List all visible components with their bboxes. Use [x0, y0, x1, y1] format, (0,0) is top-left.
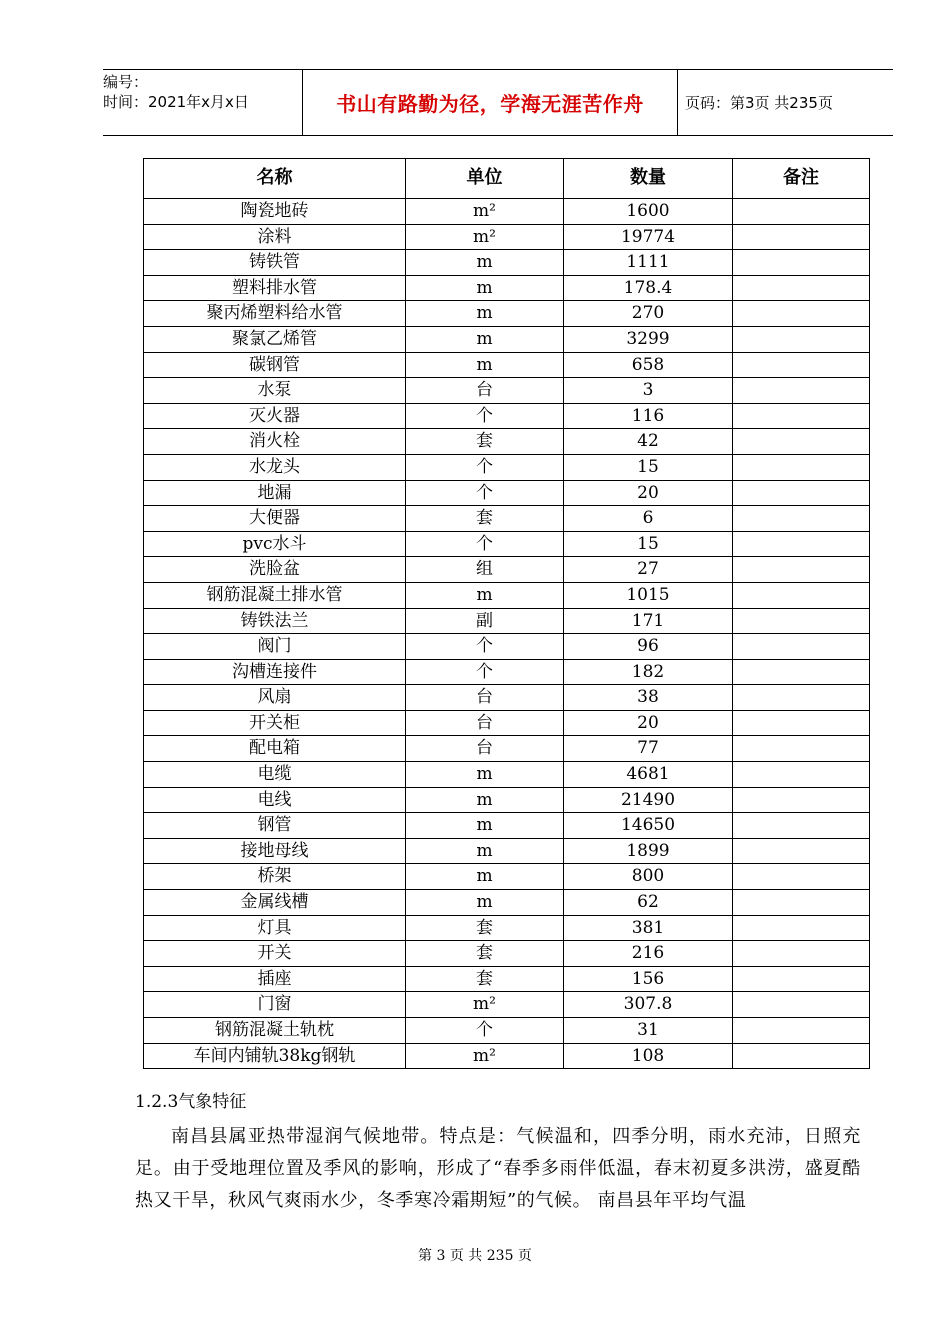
table-row: [144, 199, 870, 225]
cell-unit: 套: [406, 506, 564, 532]
cell-name: 阀门: [144, 634, 406, 660]
table-row: [144, 1043, 870, 1069]
cell-unit: 套: [406, 915, 564, 941]
cell-unit: m: [406, 301, 564, 327]
table-row: [144, 480, 870, 506]
cell-unit: 台: [406, 685, 564, 711]
cell-name: 涂料: [144, 224, 406, 250]
cell-quantity: 77: [564, 736, 733, 762]
cell-name: 接地母线: [144, 838, 406, 864]
cell-remark: [733, 941, 870, 967]
cell-quantity: 108: [564, 1043, 733, 1069]
cell-name: 聚丙烯塑料给水管: [144, 301, 406, 327]
table-row: [144, 710, 870, 736]
cell-remark: [733, 813, 870, 839]
cell-name: 铸铁法兰: [144, 608, 406, 634]
table-row: [144, 736, 870, 762]
cell-unit: 台: [406, 378, 564, 404]
cell-unit: 组: [406, 557, 564, 583]
cell-unit: m: [406, 352, 564, 378]
cell-name: 钢筋混凝土轨枕: [144, 1018, 406, 1044]
cell-quantity: 171: [564, 608, 733, 634]
cell-name: 消火栓: [144, 429, 406, 455]
table-row: [144, 454, 870, 480]
cell-quantity: 1600: [564, 199, 733, 225]
cell-unit: m: [406, 864, 564, 890]
cell-remark: [733, 966, 870, 992]
cell-name: 塑料排水管: [144, 275, 406, 301]
table-row: [144, 915, 870, 941]
quantity-table: [143, 158, 870, 1069]
cell-unit: 个: [406, 634, 564, 660]
table-row: [144, 352, 870, 378]
cell-unit: m: [406, 582, 564, 608]
cell-remark: [733, 659, 870, 685]
cell-quantity: 15: [564, 531, 733, 557]
cell-quantity: 21490: [564, 787, 733, 813]
header-page-cell: [678, 70, 893, 135]
cell-remark: [733, 634, 870, 660]
cell-name: 大便器: [144, 506, 406, 532]
cell-remark: [733, 480, 870, 506]
cell-quantity: 27: [564, 557, 733, 583]
table-row: [144, 838, 870, 864]
cell-name: 门窗: [144, 992, 406, 1018]
cell-unit: 个: [406, 659, 564, 685]
cell-remark: [733, 685, 870, 711]
cell-unit: 个: [406, 454, 564, 480]
cell-name: 开关: [144, 941, 406, 967]
cell-remark: [733, 224, 870, 250]
cell-unit: m: [406, 813, 564, 839]
cell-name: 开关柜: [144, 710, 406, 736]
table-row: [144, 1018, 870, 1044]
cell-quantity: 20: [564, 710, 733, 736]
cell-quantity: 1111: [564, 250, 733, 276]
cell-remark: [733, 326, 870, 352]
cell-name: 水龙头: [144, 454, 406, 480]
table-row: [144, 275, 870, 301]
cell-quantity: 4681: [564, 762, 733, 788]
cell-quantity: 1015: [564, 582, 733, 608]
table-row: [144, 685, 870, 711]
cell-quantity: 38: [564, 685, 733, 711]
table-row: [144, 326, 870, 352]
cell-name: 灭火器: [144, 403, 406, 429]
page-footer: 第 3 页 共 235 页: [418, 1248, 532, 1264]
cell-quantity: 381: [564, 915, 733, 941]
header-quantity: 数量: [564, 159, 733, 199]
cell-remark: [733, 199, 870, 225]
table-row: [144, 608, 870, 634]
cell-remark: [733, 301, 870, 327]
cell-remark: [733, 557, 870, 583]
cell-name: 聚氯乙烯管: [144, 326, 406, 352]
cell-name: 铸铁管: [144, 250, 406, 276]
table-header-row: [144, 159, 870, 199]
table-row: [144, 992, 870, 1018]
table-row: [144, 941, 870, 967]
table-row: [144, 659, 870, 685]
page-header: [103, 69, 893, 136]
cell-remark: [733, 352, 870, 378]
section-title: 1.2.3气象特征: [135, 1092, 247, 1112]
cell-remark: [733, 890, 870, 916]
cell-unit: m: [406, 890, 564, 916]
cell-quantity: 31: [564, 1018, 733, 1044]
table-row: [144, 429, 870, 455]
cell-name: 灯具: [144, 915, 406, 941]
cell-remark: [733, 275, 870, 301]
cell-quantity: 658: [564, 352, 733, 378]
cell-quantity: 19774: [564, 224, 733, 250]
cell-quantity: 270: [564, 301, 733, 327]
cell-unit: m²: [406, 224, 564, 250]
cell-quantity: 178.4: [564, 275, 733, 301]
cell-unit: m: [406, 326, 564, 352]
cell-remark: [733, 787, 870, 813]
cell-unit: 副: [406, 608, 564, 634]
table-row: [144, 966, 870, 992]
cell-quantity: 116: [564, 403, 733, 429]
cell-name: 电线: [144, 787, 406, 813]
page-info: 页码：第3页 共235页: [685, 93, 833, 112]
cell-unit: 个: [406, 531, 564, 557]
cell-quantity: 1899: [564, 838, 733, 864]
cell-name: 陶瓷地砖: [144, 199, 406, 225]
table-row: [144, 301, 870, 327]
cell-name: 配电箱: [144, 736, 406, 762]
cell-quantity: 96: [564, 634, 733, 660]
cell-remark: [733, 582, 870, 608]
cell-name: 插座: [144, 966, 406, 992]
cell-quantity: 20: [564, 480, 733, 506]
cell-unit: 个: [406, 480, 564, 506]
cell-name: 沟槽连接件: [144, 659, 406, 685]
cell-quantity: 800: [564, 864, 733, 890]
cell-unit: 台: [406, 736, 564, 762]
cell-remark: [733, 1043, 870, 1069]
cell-remark: [733, 454, 870, 480]
table-row: [144, 787, 870, 813]
cell-unit: m: [406, 838, 564, 864]
cell-unit: 套: [406, 941, 564, 967]
cell-name: pvc水斗: [144, 531, 406, 557]
table-row: [144, 378, 870, 404]
cell-quantity: 15: [564, 454, 733, 480]
cell-quantity: 216: [564, 941, 733, 967]
cell-remark: [733, 762, 870, 788]
cell-remark: [733, 1018, 870, 1044]
cell-name: 碳钢管: [144, 352, 406, 378]
table-row: [144, 634, 870, 660]
header-remark: 备注: [733, 159, 870, 199]
cell-remark: [733, 710, 870, 736]
header-meta: [103, 70, 303, 135]
cell-unit: 台: [406, 710, 564, 736]
cell-unit: 套: [406, 429, 564, 455]
cell-name: 风扇: [144, 685, 406, 711]
cell-remark: [733, 992, 870, 1018]
cell-quantity: 182: [564, 659, 733, 685]
cell-quantity: 307.8: [564, 992, 733, 1018]
table-row: [144, 582, 870, 608]
cell-remark: [733, 403, 870, 429]
cell-name: 地漏: [144, 480, 406, 506]
cell-unit: m: [406, 275, 564, 301]
cell-remark: [733, 736, 870, 762]
cell-remark: [733, 250, 870, 276]
header-unit: 单位: [406, 159, 564, 199]
table-row: [144, 890, 870, 916]
cell-unit: m²: [406, 992, 564, 1018]
cell-remark: [733, 531, 870, 557]
time-label: 时间：2021年x月x日: [103, 93, 249, 111]
table-row: [144, 762, 870, 788]
cell-quantity: 14650: [564, 813, 733, 839]
cell-unit: 个: [406, 403, 564, 429]
cell-remark: [733, 838, 870, 864]
motto: 书山有路勤为径，学海无涯苦作舟: [336, 92, 644, 116]
cell-unit: m²: [406, 199, 564, 225]
cell-unit: m²: [406, 1043, 564, 1069]
table-row: [144, 506, 870, 532]
cell-unit: 个: [406, 1018, 564, 1044]
cell-remark: [733, 864, 870, 890]
cell-unit: 套: [406, 966, 564, 992]
table-row: [144, 250, 870, 276]
cell-quantity: 42: [564, 429, 733, 455]
header-name: 名称: [144, 159, 406, 199]
cell-quantity: 62: [564, 890, 733, 916]
cell-quantity: 3: [564, 378, 733, 404]
cell-unit: m: [406, 762, 564, 788]
cell-unit: m: [406, 787, 564, 813]
cell-name: 电缆: [144, 762, 406, 788]
cell-quantity: 6: [564, 506, 733, 532]
table-row: [144, 531, 870, 557]
table-row: [144, 864, 870, 890]
cell-quantity: 156: [564, 966, 733, 992]
cell-name: 洗脸盆: [144, 557, 406, 583]
cell-name: 金属线槽: [144, 890, 406, 916]
cell-unit: m: [406, 250, 564, 276]
cell-name: 钢筋混凝土排水管: [144, 582, 406, 608]
table-row: [144, 813, 870, 839]
cell-name: 车间内铺轨38kg钢轨: [144, 1043, 406, 1069]
cell-remark: [733, 378, 870, 404]
cell-name: 水泵: [144, 378, 406, 404]
table-row: [144, 403, 870, 429]
number-label: 编号：: [103, 73, 149, 91]
header-motto-cell: [303, 70, 678, 135]
cell-remark: [733, 506, 870, 532]
table-row: [144, 224, 870, 250]
table-row: [144, 557, 870, 583]
cell-remark: [733, 915, 870, 941]
body-paragraph: 南昌县属亚热带湿润气候地带。特点是：气候温和，四季分明，雨水充沛，日照充足。由于受地理位置及季风的影响，形成了“春季多雨伴低温，春末初夏多洪涝，盛夏酷热又干旱，秋风气爽雨水少，冬季寒冷霜期短”的气候。 南昌县年平均气温: [135, 1126, 861, 1211]
cell-quantity: 3299: [564, 326, 733, 352]
cell-remark: [733, 608, 870, 634]
cell-name: 钢管: [144, 813, 406, 839]
cell-name: 桥架: [144, 864, 406, 890]
cell-remark: [733, 429, 870, 455]
table-body: [144, 199, 870, 1069]
